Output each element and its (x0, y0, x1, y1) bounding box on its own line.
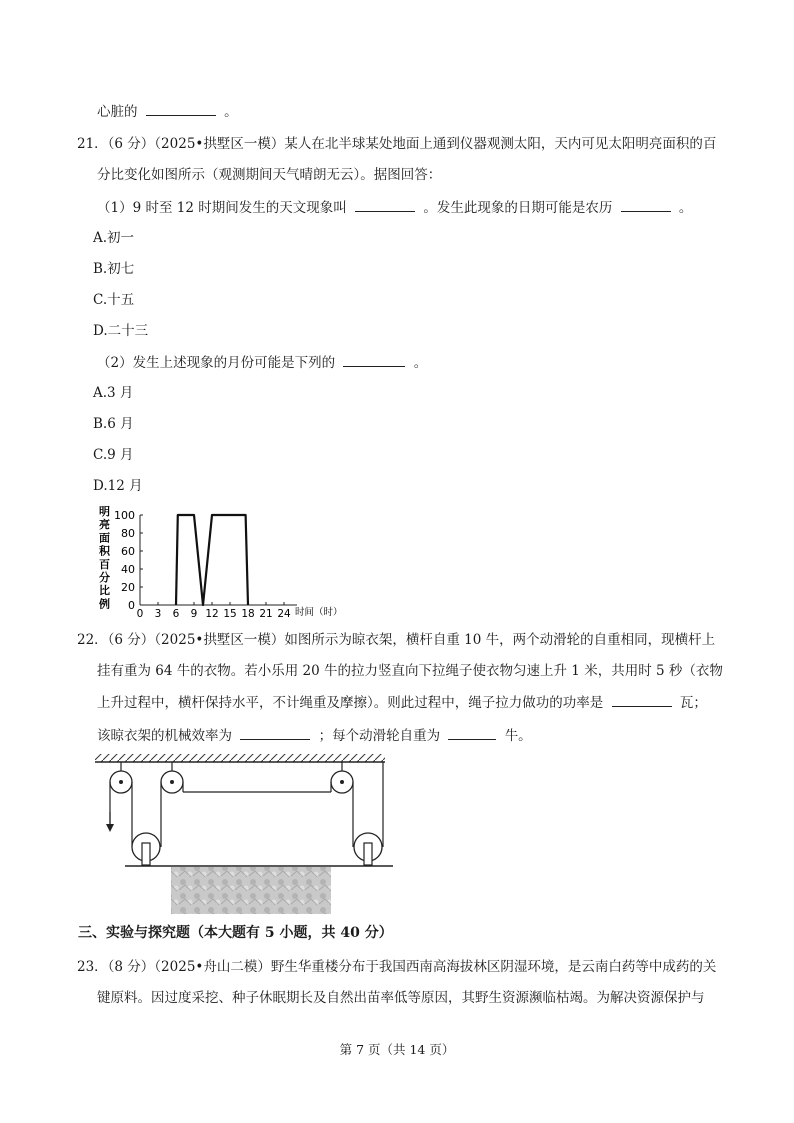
chart-ylabel-char: 明 (99, 505, 110, 518)
q21-sub2-text-b: 。 (413, 355, 428, 371)
clothes-rack-diagram (95, 752, 395, 914)
clothes-photo (171, 867, 331, 914)
q22-line4 (97, 725, 532, 746)
q21-stem-line1: 21．（6 分）（2025•拱墅区一模）某人在北半球某处地面上通到仪器观测太阳，天内可见太阳明亮面积的百 (77, 136, 717, 152)
q21-blank-phenomenon[interactable] (355, 197, 415, 212)
chart-ylabel-char: 积 (99, 544, 110, 558)
section-3-title: 三、实验与探究题（本大题有 5 小题，共 40 分） (78, 925, 393, 941)
q22-line2: 挂有重为 64 牛的衣物。若小乐用 20 牛的拉力竖直向下拉绳子使衣物匀速上升 1 米，共用时 5 秒（衣物 (97, 663, 723, 679)
chart-x-tick-label: 6 (172, 608, 180, 620)
pull-direction-arrow (106, 812, 114, 832)
prev-end: 。 (224, 104, 238, 120)
chart-ylabel (99, 505, 111, 610)
chart-ylabel-char: 比 (99, 584, 110, 598)
q21-blank-month[interactable] (343, 352, 405, 367)
q21-sub1 (97, 197, 692, 218)
chart-ylabel-char: 亮 (99, 518, 110, 532)
ceiling (95, 754, 385, 762)
chart-x-tick-label: 15 (223, 608, 237, 620)
q22-line3-text-a: 上升过程中，横杆保持水平，不计绳重及摩擦）。则此过程中，绳子拉力做功的功率是 (97, 695, 604, 711)
q21-blank-date[interactable] (621, 197, 671, 212)
chart-ylabel-char: 百 (99, 557, 110, 571)
q22-line4-text-c: 牛。 (504, 728, 532, 744)
chart-xlabel: 时间（时） (295, 607, 343, 618)
chart-ylabel-char: 分 (99, 571, 110, 584)
answer-blank[interactable] (146, 101, 216, 116)
q22-line3 (97, 692, 707, 713)
chart-y-tick-label: 0 (128, 599, 135, 612)
chart-x-tick-label: 24 (277, 608, 291, 620)
fixed-pulley-left-inner (161, 762, 183, 793)
chart-y-tick-label: 20 (121, 581, 135, 594)
moving-pulley-right (354, 833, 382, 865)
q21-stem-line2: 分比变化如图所示（观测期间天气晴朗无云）。据图回答： (97, 167, 442, 183)
q21-sub1-text-c: 。 (678, 200, 693, 216)
page-footer: 第 7 页（共 14 页） (339, 1042, 455, 1057)
q21-month-option-b[interactable]: B.6 月 (93, 416, 134, 432)
chart-series-line (176, 515, 248, 605)
fixed-pulley-right (331, 762, 353, 793)
q21-sub2-text-a: （2）发生上述现象的月份可能是下列的 (97, 355, 336, 371)
q21-month-option-a[interactable]: A.3 月 (93, 385, 134, 401)
chart-x-tick-label: 12 (205, 608, 219, 620)
q21-option-b[interactable]: B.初七 (93, 261, 135, 277)
q21-month-option-c[interactable]: C.9 月 (93, 447, 134, 463)
q21-option-a[interactable]: A.初一 (93, 230, 135, 246)
q23-line2: 键原料。因过度采挖、种子休眠期长及自然出苗率低等原因，其野生资源濒临枯竭。为解决资源保护与 (97, 990, 705, 1006)
q21-option-c[interactable]: C.十五 (93, 292, 135, 308)
moving-pulley-left (132, 833, 160, 865)
q21-sub1-text-a: （1）9 时至 12 时期间发生的天文现象叫 (97, 200, 347, 216)
q22-line4-text-b: ；每个动滑轮自重为 (318, 728, 441, 744)
q21-sub1-text-b: 。发生此现象的日期可能是农历 (423, 200, 613, 216)
q22-blank-power[interactable] (612, 692, 672, 707)
q22-line3-text-b: 瓦； (679, 695, 707, 711)
chart-ylabel-char: 面 (99, 531, 110, 545)
brightness-chart (92, 505, 352, 620)
prev-answer-line (97, 101, 238, 122)
chart-y-tick-label: 60 (121, 545, 135, 558)
chart-x-tick-label: 3 (154, 608, 162, 620)
chart-x-tick-label: 0 (136, 608, 144, 620)
chart-y-tick-label: 40 (121, 563, 135, 576)
q22-blank-efficiency[interactable] (240, 725, 310, 740)
chart-y-tick-label: 100 (114, 509, 135, 522)
q22-blank-pulley-weight[interactable] (448, 725, 496, 740)
q21-sub2 (97, 352, 427, 373)
prev-text: 心脏的 (97, 104, 138, 120)
q23-line1: 23．（8 分）（2025•舟山二模）野生华重楼分布于我国西南高海拔林区阴湿环境，是云南白药等中成药的关 (77, 959, 717, 975)
chart-y-tick-label: 80 (121, 527, 135, 540)
chart-x-tick-label: 21 (259, 608, 273, 620)
chart-ylabel-char: 例 (99, 597, 110, 611)
q22-line4-text-a: 该晾衣架的机械效率为 (97, 728, 232, 744)
chart-y-ticks (114, 509, 143, 612)
q22-line1: 22．（6 分）（2025•拱墅区一模）如图所示为晾衣架，横杆自重 10 牛，两个动滑轮的自重相同，现横杆上 (77, 632, 716, 648)
chart-x-tick-label: 18 (241, 608, 255, 620)
chart-x-tick-label: 9 (190, 608, 198, 620)
fixed-pulley-left-outer (110, 762, 132, 793)
q21-option-d[interactable]: D.二十三 (93, 323, 149, 339)
q21-month-option-d[interactable]: D.12 月 (93, 478, 143, 494)
